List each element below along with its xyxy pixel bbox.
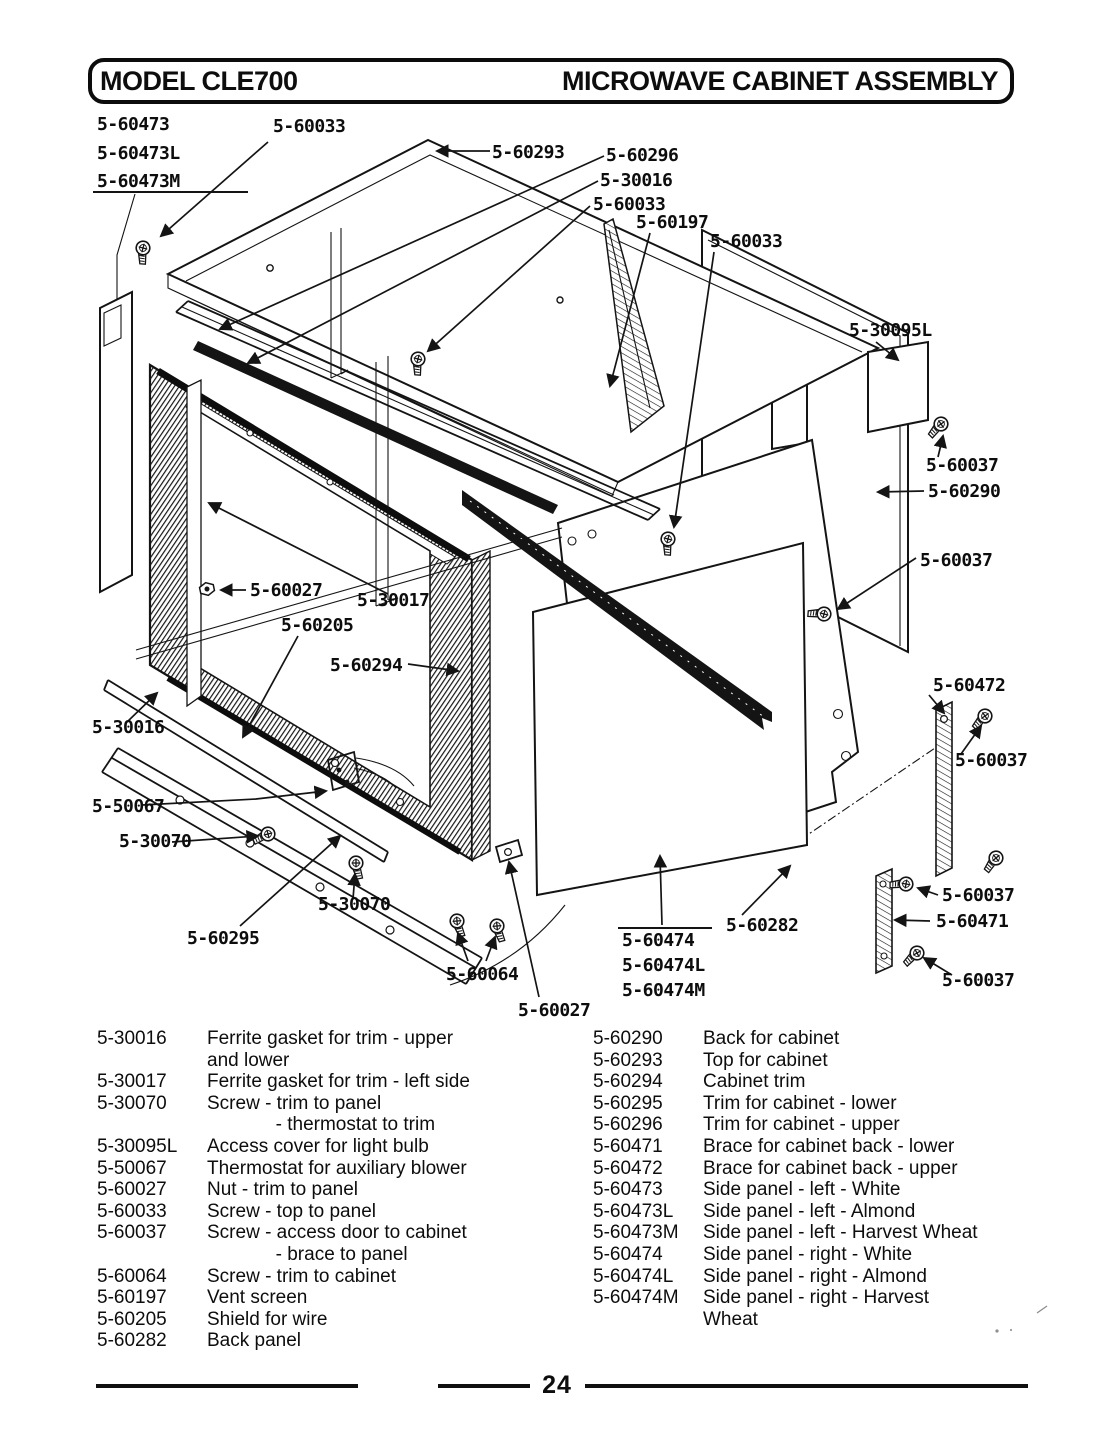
part-description: Ferrite gasket for trim - upper xyxy=(207,1028,454,1049)
part-callout-label: 5-30070 xyxy=(318,894,391,915)
part-number: 5-60473M xyxy=(593,1222,679,1244)
part-callout-label: 5-60037 xyxy=(926,455,999,476)
left-side-panel-shape xyxy=(100,292,132,592)
part-description: Ferrite gasket for trim - left side xyxy=(207,1071,470,1093)
clip-nut-icon xyxy=(496,840,522,862)
part-number: 5-60033 xyxy=(97,1200,167,1222)
part-number: 5-60294 xyxy=(593,1071,663,1093)
part-callout-label: 5-60474L xyxy=(622,955,705,976)
parts-list-right-column xyxy=(593,1028,1073,1330)
part-description: Side panel - right - Harvest xyxy=(703,1287,929,1309)
part-number: 5-50067 xyxy=(97,1157,167,1179)
part-callout-label: 5-50067 xyxy=(92,796,165,817)
parts-row xyxy=(593,1244,1073,1266)
part-callout-label: 5-60295 xyxy=(187,928,260,949)
part-number: 5-30070 xyxy=(97,1092,167,1114)
part-number: 5-60282 xyxy=(97,1330,167,1352)
part-callout-label: 5-60282 xyxy=(726,915,799,936)
part-description: Access cover for light bulb xyxy=(207,1135,429,1157)
part-callout-label: 5-60294 xyxy=(330,655,403,676)
door-trim-frame-shape xyxy=(150,365,490,860)
part-callout-label: 5-30095L xyxy=(849,320,932,341)
model-number: MODEL CLE700 xyxy=(100,65,298,96)
part-description: Side panel - right - White xyxy=(703,1243,913,1265)
part-callout-label: 5-60474 xyxy=(622,930,695,951)
parts-row xyxy=(593,1222,1073,1244)
part-callout-label: 5-60473 xyxy=(97,114,170,135)
parts-row xyxy=(593,1093,1073,1115)
part-callout-label: 5-60205 xyxy=(281,615,354,636)
parts-row xyxy=(97,1179,552,1201)
part-callout-label: 5-60037 xyxy=(955,750,1028,771)
part-number: 5-60027 xyxy=(97,1179,167,1201)
part-callout-label: 5-60474M xyxy=(622,980,705,1001)
part-description: Nut - trim to panel xyxy=(207,1179,358,1201)
part-number: 5-60474 xyxy=(593,1243,663,1265)
part-description: Trim for cabinet - lower xyxy=(703,1092,897,1114)
part-number xyxy=(97,1050,207,1072)
parts-row xyxy=(97,1071,552,1093)
parts-row xyxy=(97,1266,552,1288)
parts-row xyxy=(97,1158,552,1180)
part-callout-label: 5-30016 xyxy=(600,170,673,191)
part-callout-label: 5-60033 xyxy=(273,116,346,137)
parts-row xyxy=(97,1309,552,1331)
parts-row xyxy=(97,1136,552,1158)
parts-row xyxy=(97,1050,552,1072)
scan-marks xyxy=(985,1305,1055,1345)
part-description: - thermostat to trim xyxy=(207,1114,436,1136)
part-callout-label: 5-60197 xyxy=(636,212,709,233)
parts-row xyxy=(593,1071,1073,1093)
part-number: 5-60205 xyxy=(97,1308,167,1330)
part-description: Vent screen xyxy=(207,1287,308,1309)
part-description: Brace for cabinet back - upper xyxy=(703,1157,958,1179)
part-callout-label: 5-60037 xyxy=(942,970,1015,991)
part-description: Back for cabinet xyxy=(703,1028,840,1049)
lower-trim-shape xyxy=(102,748,565,985)
parts-row xyxy=(593,1114,1073,1136)
parts-row xyxy=(593,1136,1073,1158)
part-description: Screw - trim to cabinet xyxy=(207,1265,396,1287)
parts-row xyxy=(593,1266,1073,1288)
part-description: Cabinet trim xyxy=(703,1071,806,1093)
part-description: Shield for wire xyxy=(207,1308,328,1330)
parts-row xyxy=(97,1244,552,1266)
part-callout-label: 5-60033 xyxy=(710,231,783,252)
part-callout-label: 5-60033 xyxy=(593,194,666,215)
part-callout-label: 5-60064 xyxy=(446,964,519,985)
part-callout-label: 5-60473M xyxy=(97,171,180,192)
parts-row xyxy=(97,1330,552,1352)
footer-rule-left xyxy=(96,1384,358,1388)
page-title: MICROWAVE CABINET ASSEMBLY xyxy=(561,65,998,96)
part-number: 5-60290 xyxy=(593,1028,663,1049)
part-callout-label: 5-60290 xyxy=(928,481,1001,502)
part-number xyxy=(97,1244,207,1266)
part-description: Brace for cabinet back - lower xyxy=(703,1135,955,1157)
parts-row xyxy=(593,1179,1073,1201)
part-description: Screw - access door to cabinet xyxy=(207,1222,467,1244)
part-description: Trim for cabinet - upper xyxy=(703,1114,900,1136)
part-description: Wheat xyxy=(703,1308,758,1330)
part-description: - brace to panel xyxy=(207,1243,408,1265)
part-number: 5-30017 xyxy=(97,1071,167,1093)
part-callout-label: 5-60471 xyxy=(936,911,1009,932)
part-number: 5-60197 xyxy=(97,1287,167,1309)
part-callout-label: 5-60037 xyxy=(920,550,993,571)
part-description: and lower xyxy=(207,1049,290,1071)
part-number: 5-60473L xyxy=(593,1200,674,1222)
part-callout-label: 5-60293 xyxy=(492,142,565,163)
part-callout-label: 5-60473L xyxy=(97,143,180,164)
parts-row xyxy=(593,1028,1073,1050)
parts-row xyxy=(97,1201,552,1223)
part-description: Thermostat for auxiliary blower xyxy=(207,1157,467,1179)
footer-rule-right xyxy=(585,1384,1028,1388)
part-callout-label: 5-60037 xyxy=(942,885,1015,906)
part-number: 5-60293 xyxy=(593,1049,663,1071)
part-number: 5-30016 xyxy=(97,1028,167,1049)
part-number: 5-60471 xyxy=(593,1135,663,1157)
parts-row xyxy=(593,1050,1073,1072)
part-description: Top for cabinet xyxy=(703,1049,828,1071)
part-number: 5-60296 xyxy=(593,1114,663,1136)
upper-brace-shape xyxy=(936,702,952,876)
page-number: 24 xyxy=(542,1371,572,1399)
parts-row xyxy=(97,1028,552,1050)
part-description: Back panel xyxy=(207,1330,302,1352)
part-description: Screw - top to panel xyxy=(207,1200,376,1222)
footer-rule-mid xyxy=(438,1384,530,1388)
part-callout-label: 5-60472 xyxy=(933,675,1006,696)
part-description: Side panel - left - Harvest Wheat xyxy=(703,1222,978,1244)
parts-list-left-column xyxy=(97,1028,552,1352)
parts-row xyxy=(97,1093,552,1115)
part-number xyxy=(97,1114,207,1136)
part-callout-label: 5-30017 xyxy=(357,590,430,611)
part-number xyxy=(593,1309,703,1331)
part-number: 5-60474M xyxy=(593,1287,679,1309)
part-description: Screw - trim to panel xyxy=(207,1092,382,1114)
part-description: Side panel - left - Almond xyxy=(703,1200,916,1222)
part-callout-label: 5-30016 xyxy=(92,717,165,738)
part-number: 5-60472 xyxy=(593,1157,663,1179)
parts-row xyxy=(97,1287,552,1309)
part-description: Side panel - right - Almond xyxy=(703,1265,927,1287)
part-callout-label: 5-60296 xyxy=(606,145,679,166)
parts-row xyxy=(593,1201,1073,1223)
parts-row xyxy=(97,1222,552,1244)
part-number: 5-60473 xyxy=(593,1179,663,1201)
part-number: 5-30095L xyxy=(97,1135,178,1157)
part-number: 5-60064 xyxy=(97,1265,167,1287)
part-callout-label: 5-30070 xyxy=(119,831,192,852)
parts-row xyxy=(97,1114,552,1136)
part-callout-label: 5-60027 xyxy=(518,1000,591,1021)
part-callout-label: 5-60027 xyxy=(250,580,323,601)
parts-row xyxy=(593,1158,1073,1180)
part-number: 5-60474L xyxy=(593,1265,674,1287)
part-description: Side panel - left - White xyxy=(703,1179,901,1201)
part-number: 5-60037 xyxy=(97,1222,167,1244)
part-number: 5-60295 xyxy=(593,1092,663,1114)
access-cover-shape xyxy=(868,342,928,432)
